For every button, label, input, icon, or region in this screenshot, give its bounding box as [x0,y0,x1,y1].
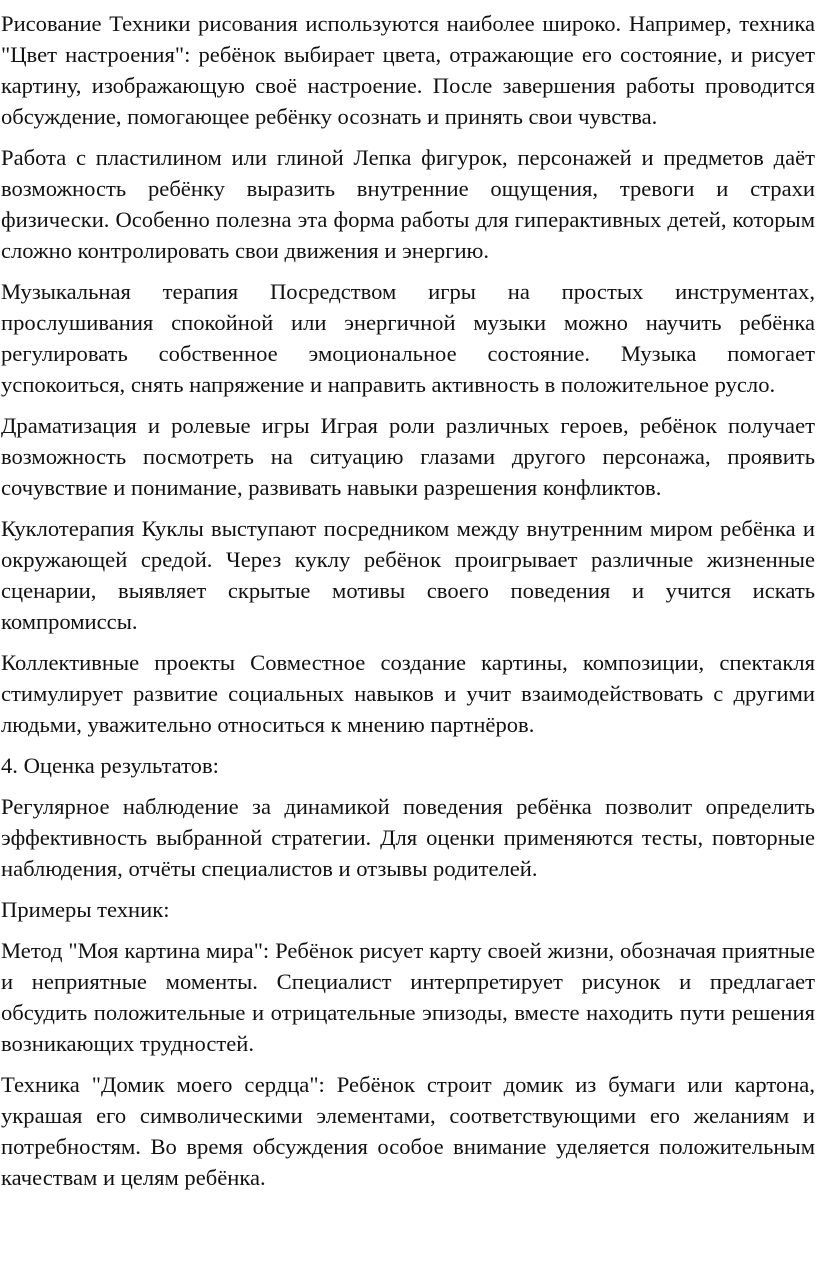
paragraph-world-picture-method: Метод "Моя картина мира": Ребёнок рисует карту своей жизни, обозначая приятные и неприятные моменты. Специалист интерпретирует рисунок и предлагает обсудить положительные и отрицательные эпизоды, вместе находить пути решения возникающих трудностей. [1,938,815,1056]
section-heading-results: 4. Оценка результатов: [1,753,219,778]
paragraph-collective-projects: Коллективные проекты Совместное создание картины, композиции, спектакля стимулирует развитие социальных навыков и учит взаимодействовать с другими людьми, уважительно относиться к мнению партнёров. [1,650,815,737]
paragraph-puppet-therapy: Куклотерапия Куклы выступают посредником между внутренним миром ребёнка и окружающей средой. Через куклу ребёнок проигрывает различные жизненные сценарии, выявляет скрытые мотивы своего поведения и учится искать компромиссы. [1,516,815,634]
paragraph-dramatization: Драматизация и ролевые игры Играя роли различных героев, ребёнок получает возможность посмотреть на ситуацию глазами другого персонажа, проявить сочувствие и понимание, развивать навыки разрешения конфликтов. [1,413,815,500]
paragraph-music-therapy: Музыкальная терапия Посредством игры на простых инструментах, прослушивания спокойной или энергичной музыки можно научить ребёнка регулировать собственное эмоциональное состояние. Музыка помогает успокоиться, снять напряжение и направить активность в положительное русло. [1,279,815,397]
paragraph-drawing: Рисование Техники рисования используются наиболее широко. Например, техника "Цвет настроения": ребёнок выбирает цвета, отражающие его состояние, и рисует картину, изображающую своё настроение. После завершения работы проводится обсуждение, помогающее ребёнку осознать и принять свои чувства. [1,11,815,129]
paragraph-heart-house-technique: Техника "Домик моего сердца": Ребёнок строит домик из бумаги или картона, украшая его символическими элементами, соответствующими его желаниям и потребностям. Во время обсуждения особое внимание уделяется положительным качествам и целям ребёнка. [1,1072,815,1190]
paragraph-observation: Регулярное наблюдение за динамикой поведения ребёнка позволит определить эффективность выбранной стратегии. Для оценки применяются тесты, повторные наблюдения, отчёты специалистов и отзывы родителей. [1,794,815,881]
paragraph-clay-modeling: Работа с пластилином или глиной Лепка фигурок, персонажей и предметов даёт возможность ребёнку выразить внутренние ощущения, тревоги и страхи физически. Особенно полезна эта форма работы для гиперактивных детей, которым сложно контролировать свои движения и энергию. [1,145,815,263]
section-heading-examples: Примеры техник: [1,897,170,922]
